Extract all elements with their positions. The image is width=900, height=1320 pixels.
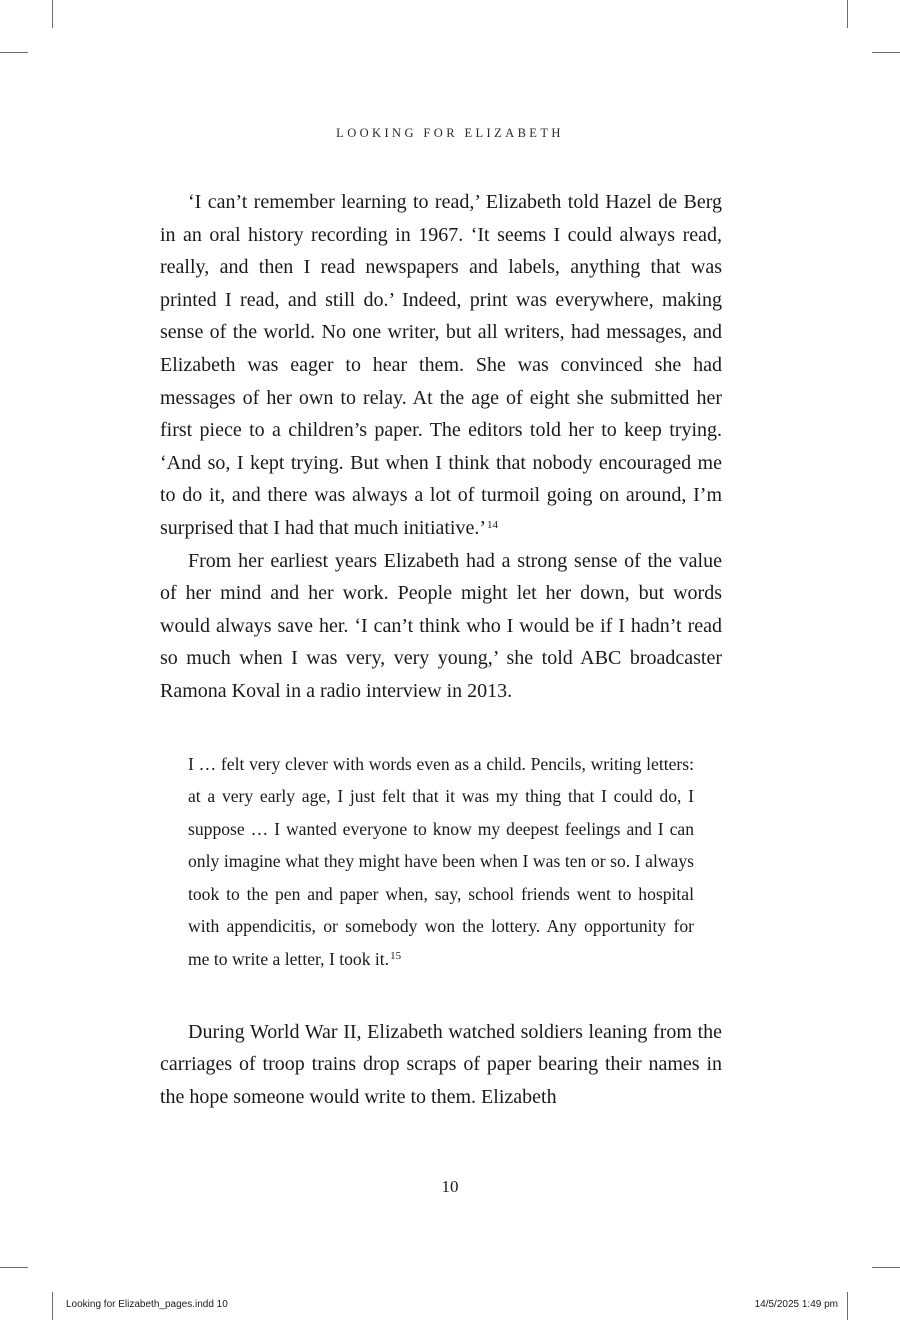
paragraph: From her earliest years Elizabeth had a strong sense of the value of her mind and her work. People might let her down, but words would always save her. ‘I can’t think who I would be if I hadn’t read so much when I was very, very young,’ she told ABC broadcaster Ramona Koval in a radio interview in 2013. <box>160 549 722 702</box>
page-number: 10 <box>441 1177 459 1196</box>
crop-mark <box>847 0 848 28</box>
crop-mark <box>52 0 53 28</box>
slug-filename: Looking for Elizabeth_pages.indd 10 <box>66 1299 228 1310</box>
crop-mark <box>872 52 900 53</box>
running-head: LOOKING FOR ELIZABETH <box>336 126 564 140</box>
paragraph: During World War II, Elizabeth watched soldiers leaning from the carriages of troop trains drop scraps of paper bearing their names in the hope someone would write to them. Elizabeth <box>160 1020 722 1108</box>
paragraph-text: ‘I can’t remember learning to read,’ Elizabeth told Hazel de Berg in an oral history recording in 1967. ‘It seems I could always read, really, and then I read newspapers and labels, anything that was printed I read, and still do.’ Indeed, print was everywhere, making sense of the world. No one writer, but all writers, had messages, and Elizabeth was eager to hear them. She was convinced she had messages of her own to relay. At the age of eight she submitted her first piece to a children’s paper. The editors told her to keep trying. ‘And so, I kept trying. But when I think that nobody encouraged me to do it, and there was always a lot of turmoil going on around, I’m surprised that I had that much initiative.’ <box>160 191 722 539</box>
slug-timestamp: 14/5/2025 1:49 pm <box>754 1299 838 1310</box>
block-quote <box>188 748 694 976</box>
footnote-ref: 15 <box>390 950 402 963</box>
crop-mark <box>872 1267 900 1268</box>
footnote-ref: 14 <box>487 518 499 531</box>
crop-mark <box>52 1292 53 1320</box>
body-text <box>160 186 722 1113</box>
crop-mark <box>0 1267 28 1268</box>
block-quote-text: I … felt very clever with words even as a child. Pencils, writing letters: at a very early age, I just felt that it was my thing that I could do, I suppose … I wanted everyone to know my deepest feelings and I can only imagine what they might have been when I was ten or so. I always took to the pen and paper when, say, school friends went to hospital with appendicitis, or somebody won the lottery. Any opportunity for me to write a letter, I took it. <box>188 753 694 970</box>
paragraph <box>160 186 722 545</box>
crop-mark <box>847 1292 848 1320</box>
crop-mark <box>0 52 28 53</box>
